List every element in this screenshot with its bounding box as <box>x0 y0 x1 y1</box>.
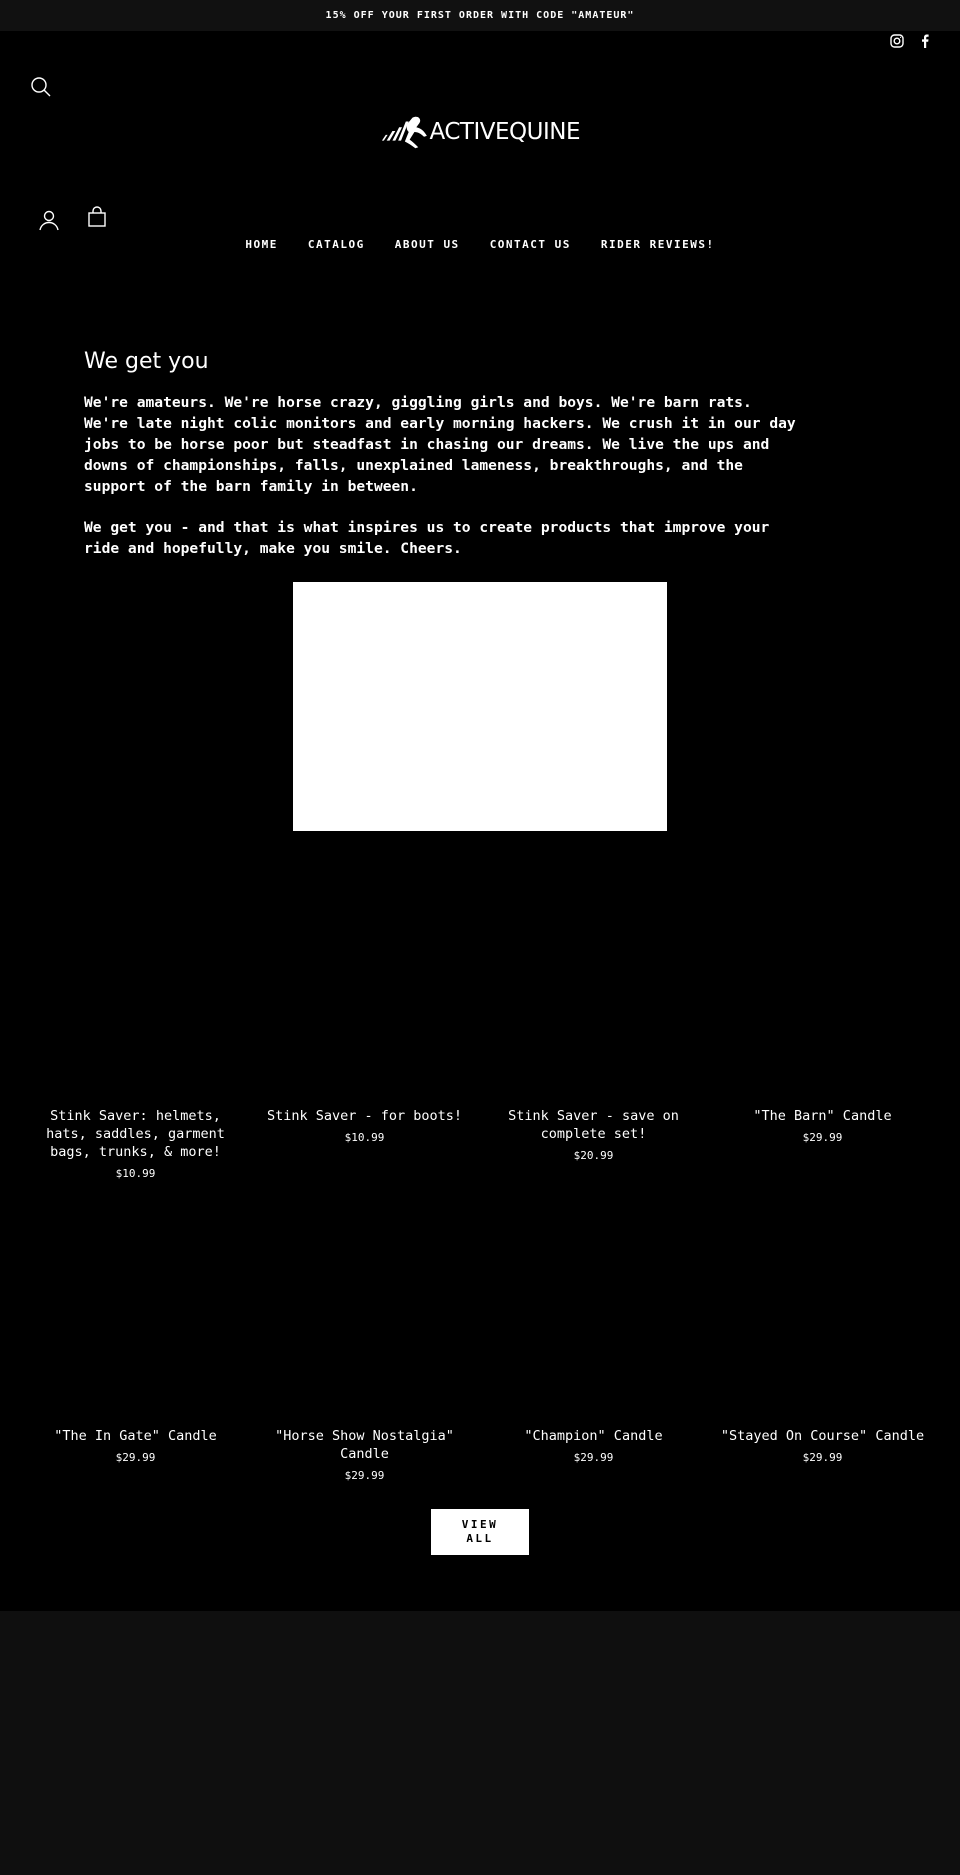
instagram-icon[interactable] <box>890 33 904 47</box>
main-navigation <box>0 238 960 251</box>
nav-item-catalog[interactable]: CATALOG <box>307 238 365 251</box>
product-name[interactable]: "The In Gate" Candle <box>54 1428 217 1444</box>
product-price: $20.99 <box>573 1149 614 1162</box>
product-card[interactable] <box>486 1427 701 1467</box>
bag-icon[interactable] <box>86 206 108 228</box>
horse-jump-logo-icon <box>380 113 434 151</box>
product-name[interactable]: Stink Saver: helmets, hats, saddles, garment bags, trunks, & more! <box>46 1108 225 1160</box>
facebook-icon[interactable] <box>918 33 932 47</box>
product-card[interactable] <box>28 1427 243 1467</box>
product-name[interactable]: "Stayed On Course" Candle <box>720 1428 925 1444</box>
footer <box>0 1611 960 1875</box>
brand-logo[interactable] <box>380 112 580 152</box>
nav-item-contact-us[interactable]: CONTACT US <box>489 238 571 251</box>
social-links <box>890 33 932 47</box>
product-card[interactable] <box>257 1107 472 1147</box>
product-card[interactable] <box>715 1107 930 1147</box>
product-name[interactable]: Stink Saver - save on complete set! <box>508 1108 679 1142</box>
product-card[interactable] <box>28 1107 243 1183</box>
about-heading: We get you <box>84 349 209 374</box>
product-card[interactable] <box>257 1427 472 1485</box>
product-card[interactable] <box>486 1107 701 1165</box>
product-card[interactable] <box>715 1427 930 1467</box>
about-paragraph-2: We get you - and that is what inspires us to create products that improve your ride and hopefully, make you smile. Cheers. <box>84 519 770 557</box>
product-price: $29.99 <box>573 1451 614 1464</box>
product-name[interactable]: "Horse Show Nostalgia" Candle <box>275 1428 454 1462</box>
product-price: $29.99 <box>344 1469 385 1482</box>
product-price: $10.99 <box>344 1131 385 1144</box>
product-name[interactable]: "The Barn" Candle <box>753 1108 892 1124</box>
nav-item-rider-reviews[interactable]: RIDER REVIEWS! <box>600 238 715 251</box>
nav-item-home[interactable]: HOME <box>245 238 278 251</box>
view-all-button[interactable]: VIEW ALL <box>431 1509 529 1555</box>
search-icon[interactable] <box>30 76 52 98</box>
product-price: $29.99 <box>802 1131 843 1144</box>
product-name[interactable]: "Champion" Candle <box>524 1428 663 1444</box>
product-name[interactable]: Stink Saver - for boots! <box>266 1108 463 1124</box>
announcement-bar: 15% OFF YOUR FIRST ORDER WITH CODE "AMATEUR" <box>0 0 960 31</box>
product-price: $29.99 <box>802 1451 843 1464</box>
user-icon[interactable] <box>38 209 60 231</box>
feature-image <box>293 582 667 831</box>
brand-name: ACTIVEQUINE <box>429 119 580 145</box>
nav-item-about-us[interactable]: ABOUT US <box>394 238 460 251</box>
product-price: $10.99 <box>115 1167 156 1180</box>
product-price: $29.99 <box>115 1451 156 1464</box>
about-paragraph-1: We're amateurs. We're horse crazy, giggling girls and boys. We're barn rats. We're late night colic monitors and early morning hackers. We crush it in our day jobs to be horse poor but steadfast in chasing our dreams. We live the ups and downs of championships, falls, unexplained lameness, breakthroughs, and the support of the barn family in between. <box>84 394 796 495</box>
